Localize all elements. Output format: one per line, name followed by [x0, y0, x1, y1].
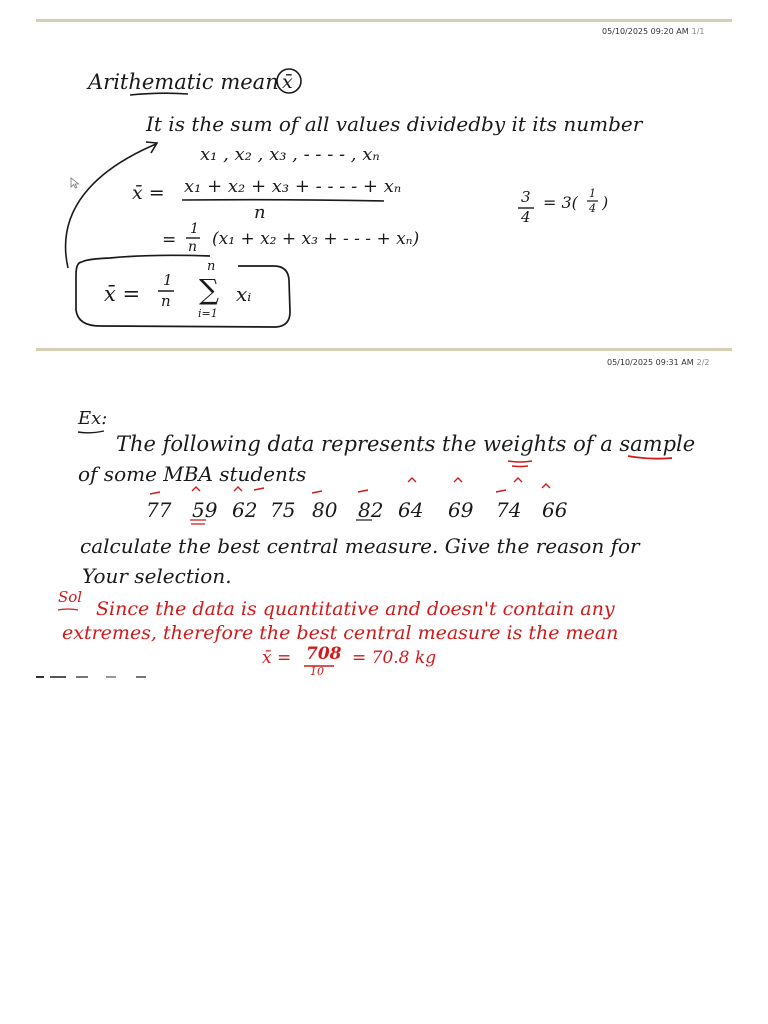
- side-note-den: 4: [521, 208, 531, 226]
- side-note-num: 3: [521, 188, 531, 206]
- heading-symbol-circle: [277, 69, 301, 93]
- formula2-equals: =: [162, 230, 177, 250]
- timestamp-text: 05/10/2025 09:20 AM: [602, 27, 689, 36]
- task-line-1: calculate the best central measure. Give the reason for: [80, 534, 640, 558]
- task-line-2: Your selection.: [82, 564, 232, 588]
- page-2: [0, 348, 768, 678]
- example-line-1: The following data represents the weights of a sample: [116, 432, 696, 456]
- formula1-numerator: x₁ + x₂ + x₃ + - - - - + xₙ: [184, 176, 402, 197]
- bottom-toolbar-strip: [36, 676, 166, 678]
- weight-value: 82: [358, 498, 384, 522]
- sequence-text: x₁ , x₂ , x₃ , - - - - , xₙ: [200, 144, 380, 165]
- weight-value: 64: [398, 498, 424, 522]
- solution-label: Sol: [58, 588, 83, 606]
- formula2-expression: (x₁ + x₂ + x₃ + - - - + xₙ): [212, 229, 420, 249]
- weight-value: 62: [232, 498, 258, 522]
- solution-line-2: extremes, therefore the best central measure is the mean: [62, 622, 619, 644]
- value-underline-59: [190, 520, 206, 524]
- boxed-sum-top: n: [207, 259, 216, 274]
- formula1-denominator: n: [254, 202, 266, 223]
- solution-line-1: Since the data is quantitative and doesn't contain any: [96, 598, 615, 620]
- sol-underline: [58, 609, 78, 610]
- weight-value: 69: [448, 498, 474, 522]
- heading-text: Arithematic mean: [88, 70, 279, 94]
- side-note-mid: = 3(: [543, 193, 578, 212]
- weight-value: 77: [146, 498, 172, 522]
- boxed-sum-bottom: i=1: [198, 307, 218, 320]
- fraction-bar-1: [182, 200, 384, 201]
- formula2-frac-num: 1: [190, 221, 199, 237]
- heading-mean-symbol: x̄: [282, 71, 293, 93]
- page-1-ink-strokes: [0, 0, 768, 350]
- side-note-inner-den: 4: [589, 202, 596, 215]
- result-denominator: 10: [310, 665, 324, 678]
- weight-value: 66: [542, 498, 568, 522]
- page-1: [0, 0, 768, 350]
- weight-value: 59: [192, 498, 218, 522]
- mouse-cursor-icon: [70, 177, 80, 189]
- weight-value: 75: [270, 498, 296, 522]
- weights-red-underline: [508, 461, 532, 467]
- result-lhs: x̄ =: [262, 648, 292, 668]
- weights-marks: [150, 488, 506, 494]
- boxed-sum-symbol: ∑: [199, 273, 219, 306]
- page-2-ink-strokes: [0, 348, 768, 678]
- formula2-frac-den: n: [188, 239, 198, 255]
- formula-box: [76, 255, 290, 327]
- boxed-frac-den: n: [161, 292, 171, 310]
- side-note-close: ): [602, 193, 609, 212]
- result-numerator: 708: [306, 644, 342, 664]
- boxed-lhs: x̄ =: [104, 282, 141, 306]
- example-label: Ex:: [78, 408, 108, 429]
- side-note-inner-num: 1: [589, 187, 596, 200]
- result-rhs: = 70.8 kg: [352, 648, 437, 668]
- weight-value: 80: [312, 498, 338, 522]
- example-line-2: of some MBA students: [78, 462, 307, 486]
- page-number: 1/1: [691, 27, 705, 36]
- formula1-lhs: x̄ =: [132, 182, 165, 204]
- weights-hat-marks: [192, 478, 550, 491]
- ex-underline: [78, 431, 104, 433]
- definition-text: It is the sum of all values dividedby it its number: [146, 112, 643, 136]
- weight-value: 74: [496, 498, 522, 522]
- arrow-curve: [66, 144, 156, 268]
- timestamp-text: 05/10/2025 09:31 AM: [607, 358, 694, 367]
- sample-red-underline: [628, 456, 672, 459]
- boxed-frac-num: 1: [163, 271, 173, 289]
- heading-underline: [130, 93, 188, 95]
- page-number: 2/2: [696, 358, 710, 367]
- boxed-term: xᵢ: [236, 282, 252, 306]
